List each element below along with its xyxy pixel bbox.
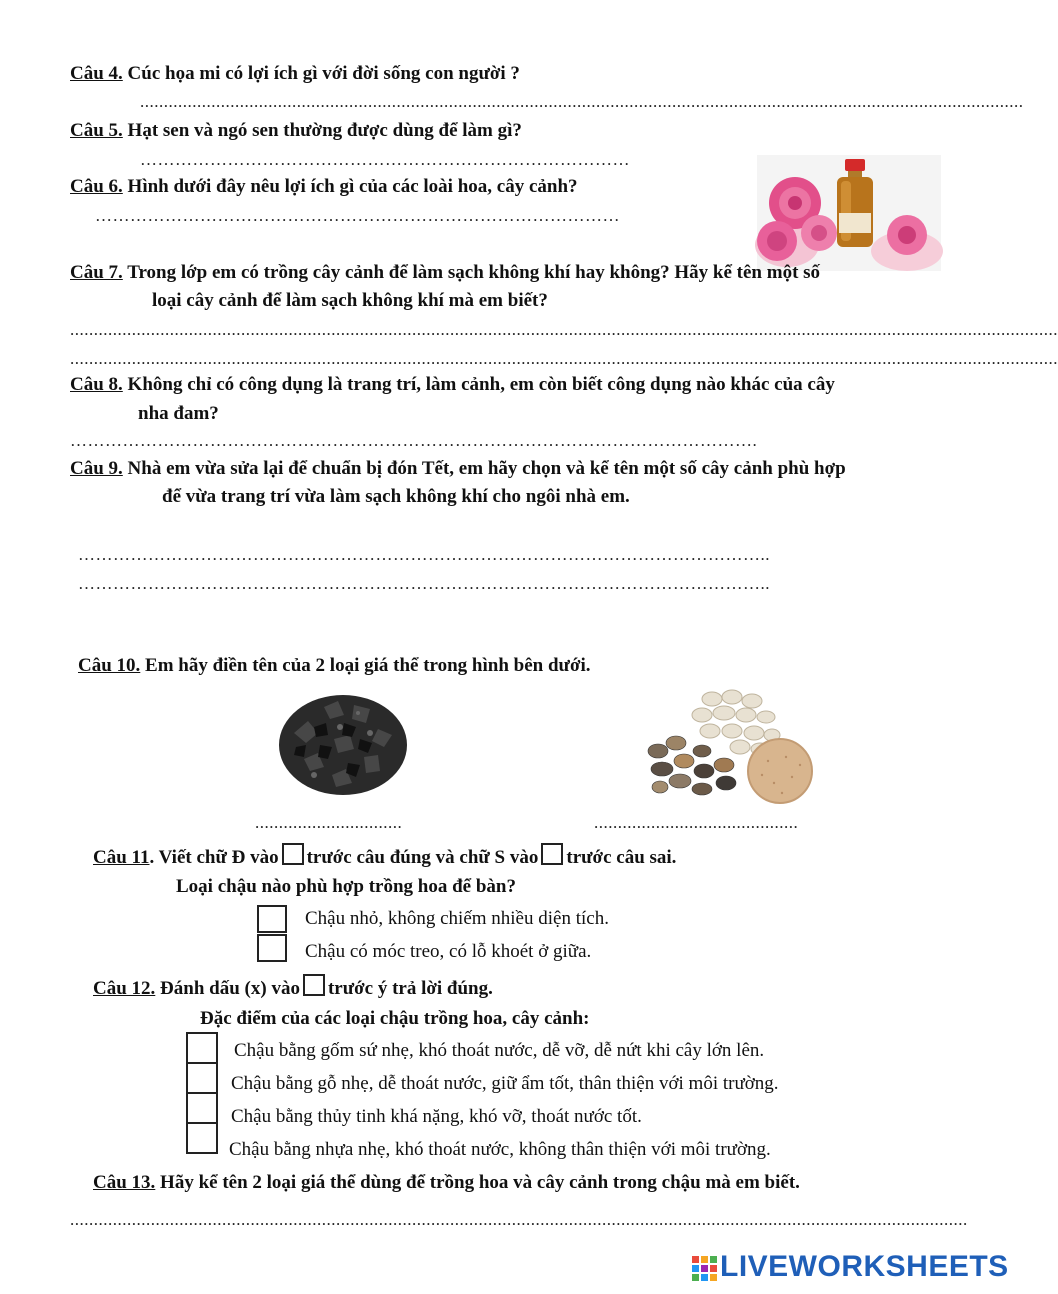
- question-12-text-a: Đánh dấu (x) vào: [155, 978, 300, 999]
- inline-box-icon: [303, 974, 325, 996]
- charcoal-image: [274, 683, 412, 801]
- answer-line-4[interactable]: ..........................................................................................................................................................................................: [140, 92, 1024, 111]
- question-13: [93, 1172, 800, 1194]
- question-11-prompt: Loại chậu nào phù hợp trồng hoa để bàn?: [176, 876, 516, 897]
- question-10-text: Em hãy điền tên của 2 loại giá thể trong hình bên dưới.: [140, 655, 591, 676]
- question-9-number: Câu 9.: [70, 458, 123, 479]
- question-11-number: Câu 11: [93, 847, 150, 868]
- question-9: [70, 458, 846, 480]
- question-4-text: Cúc họa mi có lợi ích gì với đời sống con người ?: [122, 63, 520, 84]
- inline-box-icon: [282, 843, 304, 865]
- question-8: [70, 374, 835, 396]
- answer-line-10-right[interactable]: ...........................................: [594, 813, 799, 832]
- question-9-text-line2: để vừa trang trí vừa làm sạch không khí cho ngôi nhà em.: [162, 486, 630, 507]
- question-12: [93, 974, 493, 1000]
- answer-line-13[interactable]: .............................................................................................................................................................................................: [70, 1210, 968, 1229]
- answer-line-6[interactable]: ………………………………………………………………………………: [95, 206, 620, 225]
- option-12-4: Chậu bằng nhựa nhẹ, khó thoát nước, không thân thiện với môi trường.: [229, 1139, 771, 1160]
- question-6: [70, 176, 578, 198]
- question-11-text-b: trước câu đúng và chữ S vào: [306, 847, 539, 868]
- question-12-number: Câu 12.: [93, 978, 156, 999]
- question-5: [70, 120, 522, 142]
- question-9-text-line1: Nhà em vừa sửa lại để chuẩn bị đón Tết, em hãy chọn và kể tên một số cây cảnh phù hợp: [122, 458, 846, 479]
- answer-line-9b[interactable]: ………………………………………………………………………………………………………..: [78, 574, 770, 593]
- option-12-2: Chậu bằng gỗ nhẹ, dễ thoát nước, giữ ẩm tốt, thân thiện với môi trường.: [231, 1073, 779, 1094]
- option-11-2: Chậu có móc treo, có lỗ khoét ở giữa.: [305, 941, 592, 962]
- question-10-number: Câu 10.: [78, 655, 141, 676]
- inline-box-icon: [541, 843, 563, 865]
- question-6-text: Hình dưới đây nêu lợi ích gì của các loài hoa, cây cảnh?: [122, 176, 578, 197]
- question-8-number: Câu 8.: [70, 374, 123, 395]
- question-6-number: Câu 6.: [70, 176, 123, 197]
- question-12-text-b: trước ý trả lời đúng.: [327, 978, 493, 999]
- answer-box-12-1[interactable]: [186, 1032, 218, 1064]
- answer-box-12-4[interactable]: [186, 1122, 218, 1154]
- option-12-3: Chậu bằng thủy tinh khá nặng, khó vỡ, thoát nước tốt.: [231, 1106, 642, 1127]
- question-13-text: Hãy kể tên 2 loại giá thể dùng để trồng hoa và cây cảnh trong chậu mà em biết.: [155, 1172, 800, 1193]
- option-11-1: Chậu nhỏ, không chiếm nhiều diện tích.: [305, 908, 609, 929]
- question-4: [70, 63, 520, 85]
- question-11-text-c: trước câu sai.: [566, 847, 677, 868]
- answer-box-12-3[interactable]: [186, 1092, 218, 1124]
- question-7-text-line2: loại cây cảnh để làm sạch không khí mà em biết?: [152, 290, 548, 311]
- question-7-text-line1: Trong lớp em có trồng cây cảnh để làm sạch không khí hay không? Hãy kể tên một số: [122, 262, 821, 283]
- answer-line-8[interactable]: ……………………………………………………………………………………………………….: [70, 431, 758, 450]
- question-11: [93, 843, 676, 869]
- question-4-number: Câu 4.: [70, 63, 123, 84]
- answer-line-10-left[interactable]: ...............................: [255, 813, 403, 832]
- answer-line-5[interactable]: …………………………………………………………………………: [140, 150, 630, 169]
- option-12-1: Chậu bằng gốm sứ nhẹ, khó thoát nước, dễ vỡ, dễ nứt khi cây lớn lên.: [234, 1040, 765, 1061]
- answer-line-7a[interactable]: ................................................................................................................................................................................................................: [70, 320, 1058, 339]
- question-5-text: Hạt sen và ngó sen thường được dùng để làm gì?: [122, 120, 522, 141]
- answer-line-9a[interactable]: ………………………………………………………………………………………………………..: [78, 545, 770, 564]
- question-11-text-a: . Viết chữ Đ vào: [149, 847, 279, 868]
- question-8-text-line1: Không chỉ có công dụng là trang trí, làm cảnh, em còn biết công dụng nào khác của cây: [122, 374, 835, 395]
- question-7: [70, 262, 820, 284]
- liveworksheets-logo-icon: [692, 1256, 718, 1282]
- roses-oil-image: [757, 155, 941, 271]
- question-8-text-line2: nha đam?: [138, 403, 219, 424]
- answer-line-7b[interactable]: ................................................................................................................................................................................................................: [70, 349, 1058, 368]
- question-10: [78, 655, 591, 677]
- pebbles-sand-image: [640, 685, 816, 803]
- liveworksheets-logo[interactable]: LIVEWORKSHEETS: [720, 1250, 1009, 1283]
- answer-box-12-2[interactable]: [186, 1062, 218, 1094]
- answer-box-11-2[interactable]: [257, 934, 287, 962]
- question-12-prompt: Đặc điểm của các loại chậu trồng hoa, cây cảnh:: [200, 1008, 590, 1029]
- question-5-number: Câu 5.: [70, 120, 123, 141]
- answer-box-11-1[interactable]: [257, 905, 287, 933]
- question-7-number: Câu 7.: [70, 262, 123, 283]
- question-13-number: Câu 13.: [93, 1172, 156, 1193]
